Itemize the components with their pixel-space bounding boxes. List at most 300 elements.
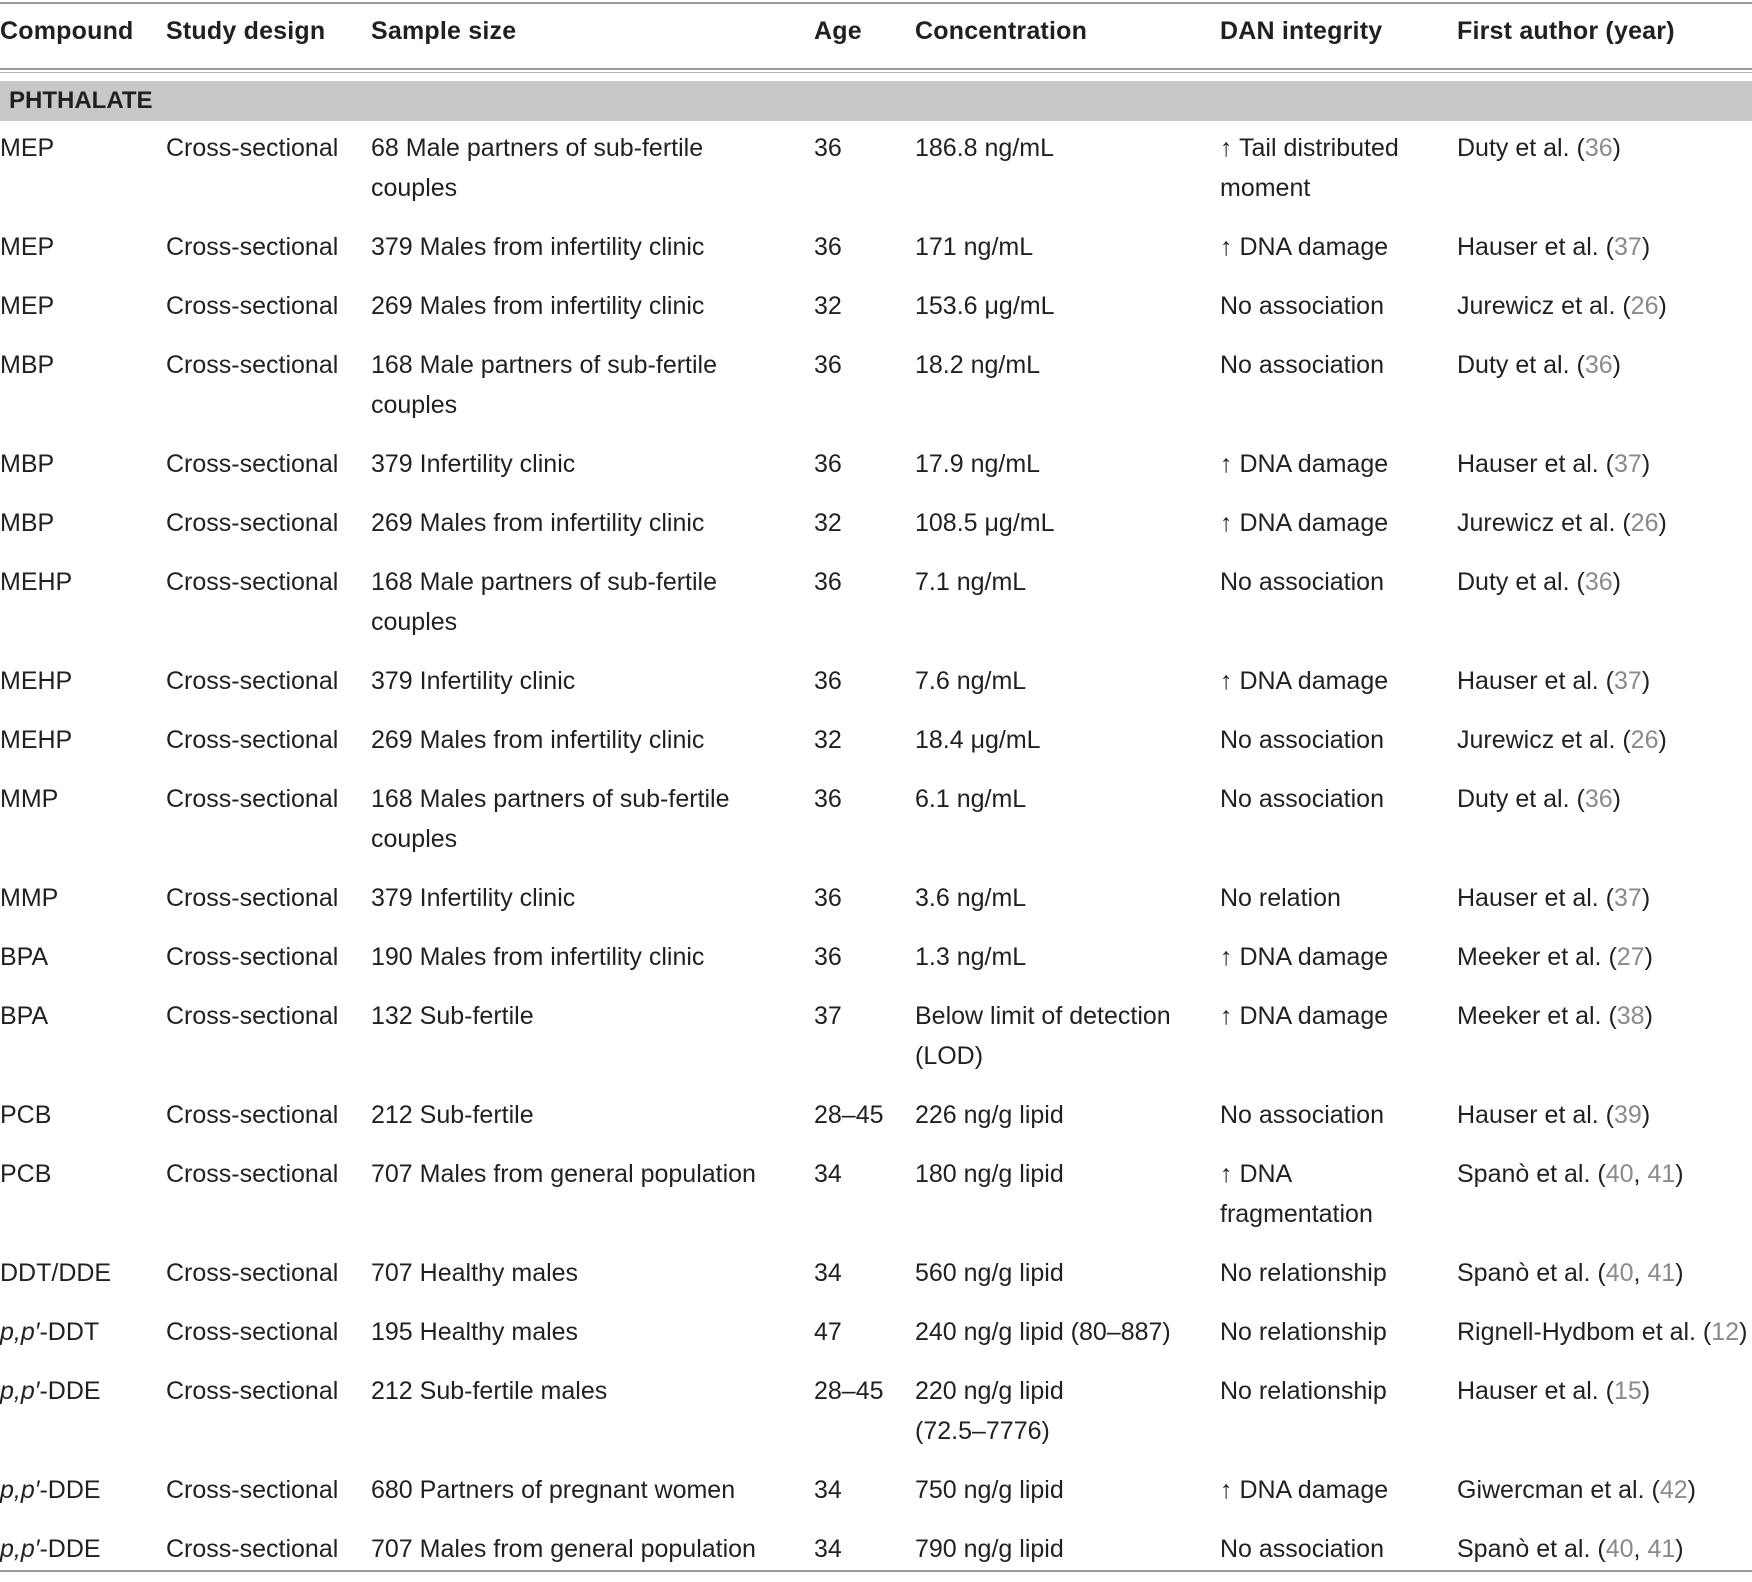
compound-prefix: p,p′ bbox=[0, 1476, 40, 1504]
table-row bbox=[0, 438, 1752, 497]
sample-line: 379 Infertility clinic bbox=[371, 450, 576, 478]
cell-sample-size bbox=[371, 1095, 534, 1135]
dan-line: No relationship bbox=[1220, 1318, 1387, 1346]
reference-link[interactable]: 38 bbox=[1616, 1002, 1645, 1030]
dan-line: No relationship bbox=[1220, 1259, 1387, 1287]
author-close: ) bbox=[1641, 884, 1651, 912]
cell-dan-integrity bbox=[1220, 444, 1388, 484]
cell-study-design: Cross-sectional bbox=[166, 1535, 339, 1563]
sample-line: 168 Male partners of sub-fertile bbox=[371, 568, 718, 596]
cell-study-design: Cross-sectional bbox=[166, 1476, 339, 1504]
compound-name: MMP bbox=[0, 785, 59, 813]
author-name: Meeker et al. ( bbox=[1457, 1002, 1617, 1030]
author-name: Hauser et al. ( bbox=[1457, 1101, 1615, 1129]
table-row bbox=[0, 122, 1752, 221]
reference-link[interactable]: 42 bbox=[1659, 1476, 1688, 1504]
sample-line: couples bbox=[371, 174, 458, 202]
sample-line: couples bbox=[371, 391, 458, 419]
dan-line: No association bbox=[1220, 785, 1384, 813]
compound-name: BPA bbox=[0, 943, 49, 971]
compound-name: DDT/DDE bbox=[0, 1259, 112, 1287]
compound-name: MEP bbox=[0, 134, 55, 162]
cell-study-design: Cross-sectional bbox=[166, 233, 339, 261]
compound-name: MEP bbox=[0, 233, 55, 261]
cell-age: 32 bbox=[814, 726, 842, 754]
cell-compound bbox=[0, 996, 48, 1036]
reference-link[interactable]: 40 bbox=[1605, 1259, 1634, 1287]
reference-link[interactable]: 40 bbox=[1605, 1160, 1634, 1188]
cell-first-author bbox=[1457, 661, 1650, 701]
cell-study-design: Cross-sectional bbox=[166, 726, 339, 754]
cell-age: 34 bbox=[814, 1160, 842, 1188]
cell-sample-size bbox=[371, 661, 575, 701]
cell-study-design: Cross-sectional bbox=[166, 509, 339, 537]
author-name: Duty et al. ( bbox=[1457, 351, 1585, 379]
cell-sample-size bbox=[371, 227, 704, 267]
table-row bbox=[0, 556, 1752, 655]
author-name: Duty et al. ( bbox=[1457, 785, 1585, 813]
reference-link[interactable]: 41 bbox=[1647, 1160, 1676, 1188]
cell-first-author bbox=[1457, 996, 1653, 1036]
cell-sample-size bbox=[371, 996, 534, 1036]
cell-concentration bbox=[915, 345, 1040, 385]
dan-line: ↑ DNA bbox=[1220, 1160, 1293, 1188]
cell-sample-size bbox=[371, 1529, 756, 1569]
cell-first-author bbox=[1457, 1470, 1696, 1510]
cell-study-design: Cross-sectional bbox=[166, 292, 339, 320]
cell-age: 36 bbox=[814, 351, 842, 379]
concentration-line: 153.6 μg/mL bbox=[915, 292, 1055, 320]
cell-sample-size bbox=[371, 878, 575, 918]
cell-dan-integrity bbox=[1220, 286, 1384, 326]
author-close: ) bbox=[1658, 726, 1667, 754]
reference-link[interactable]: 26 bbox=[1630, 292, 1659, 320]
compound-name: -DDE bbox=[39, 1377, 101, 1405]
cell-age: 36 bbox=[814, 134, 842, 162]
cell-first-author bbox=[1457, 227, 1650, 267]
author-name: Hauser et al. ( bbox=[1457, 884, 1615, 912]
concentration-line: 6.1 ng/mL bbox=[915, 785, 1027, 813]
sample-line: 212 Sub-fertile bbox=[371, 1101, 534, 1129]
concentration-line: 790 ng/g lipid bbox=[915, 1535, 1064, 1563]
dan-line: No relation bbox=[1220, 884, 1341, 912]
dan-line: ↑ DNA damage bbox=[1220, 1002, 1389, 1030]
cell-first-author bbox=[1457, 286, 1667, 326]
compound-name: -DDE bbox=[39, 1535, 101, 1563]
compound-name: PCB bbox=[0, 1160, 52, 1188]
author-close: ) bbox=[1658, 292, 1667, 320]
author-close: ) bbox=[1641, 667, 1651, 695]
cell-sample-size bbox=[371, 937, 704, 977]
cell-sample-size bbox=[371, 562, 717, 642]
concentration-line: 240 ng/g lipid (80–887) bbox=[915, 1318, 1171, 1346]
dan-line: fragmentation bbox=[1220, 1200, 1373, 1228]
reference-link[interactable]: 37 bbox=[1614, 884, 1642, 912]
compound-name: PCB bbox=[0, 1101, 52, 1129]
cell-sample-size bbox=[371, 779, 730, 859]
cell-compound bbox=[0, 345, 54, 385]
dan-line: No association bbox=[1220, 568, 1384, 596]
table-row bbox=[0, 1148, 1752, 1247]
cell-compound bbox=[0, 128, 54, 168]
author-name: Meeker et al. ( bbox=[1457, 943, 1617, 971]
dan-line: No association bbox=[1220, 351, 1384, 379]
cell-first-author bbox=[1457, 1154, 1684, 1194]
cell-dan-integrity bbox=[1220, 128, 1399, 208]
cell-concentration bbox=[915, 503, 1055, 543]
cell-compound bbox=[0, 562, 72, 602]
author-name: Spanò et al. ( bbox=[1457, 1535, 1606, 1563]
cell-dan-integrity bbox=[1220, 1529, 1384, 1569]
concentration-line: 3.6 ng/mL bbox=[915, 884, 1027, 912]
compound-name: BPA bbox=[0, 1002, 49, 1030]
cell-age: 36 bbox=[814, 233, 842, 261]
author-name: Giwercman et al. ( bbox=[1457, 1476, 1660, 1504]
sample-line: couples bbox=[371, 825, 458, 853]
cell-dan-integrity bbox=[1220, 562, 1384, 602]
sample-line: 379 Infertility clinic bbox=[371, 884, 576, 912]
table-row bbox=[0, 655, 1752, 714]
author-close: ) bbox=[1612, 351, 1621, 379]
concentration-line: 226 ng/g lipid bbox=[915, 1101, 1064, 1129]
cell-first-author bbox=[1457, 562, 1621, 602]
author-name: Spanò et al. ( bbox=[1457, 1259, 1606, 1287]
cell-age: 47 bbox=[814, 1318, 842, 1346]
cell-compound bbox=[0, 779, 58, 819]
cell-sample-size bbox=[371, 444, 575, 484]
concentration-line: 18.4 μg/mL bbox=[915, 726, 1041, 754]
cell-compound bbox=[0, 286, 54, 326]
reference-link[interactable]: 36 bbox=[1584, 134, 1613, 162]
cell-study-design: Cross-sectional bbox=[166, 785, 339, 813]
compound-name: MBP bbox=[0, 351, 55, 379]
table-row bbox=[0, 221, 1752, 280]
concentration-line: 171 ng/mL bbox=[915, 233, 1034, 261]
cell-dan-integrity bbox=[1220, 996, 1388, 1036]
reference-link[interactable]: 26 bbox=[1630, 509, 1659, 537]
compound-name: MBP bbox=[0, 509, 55, 537]
cell-sample-size bbox=[371, 1371, 607, 1411]
reference-link[interactable]: 36 bbox=[1584, 785, 1613, 813]
cell-age: 28–45 bbox=[814, 1377, 884, 1405]
sample-line: 707 Healthy males bbox=[371, 1259, 579, 1287]
header-compound: Compound bbox=[0, 17, 134, 45]
sample-line: 707 Males from general population bbox=[371, 1160, 756, 1188]
author-close: ) bbox=[1641, 1101, 1651, 1129]
concentration-line: 18.2 ng/mL bbox=[915, 351, 1041, 379]
cell-study-design: Cross-sectional bbox=[166, 1318, 339, 1346]
dan-line: ↑ DNA damage bbox=[1220, 233, 1389, 261]
cell-study-design: Cross-sectional bbox=[166, 1002, 339, 1030]
compound-prefix: p,p′ bbox=[0, 1377, 40, 1405]
concentration-line: 108.5 μg/mL bbox=[915, 509, 1055, 537]
cell-first-author bbox=[1457, 444, 1650, 484]
cell-study-design: Cross-sectional bbox=[166, 884, 339, 912]
author-close: ) bbox=[1641, 233, 1651, 261]
section-band bbox=[0, 81, 1752, 121]
cell-compound bbox=[0, 1371, 101, 1411]
cell-sample-size bbox=[371, 720, 704, 760]
concentration-line: 180 ng/g lipid bbox=[915, 1160, 1064, 1188]
cell-study-design: Cross-sectional bbox=[166, 351, 339, 379]
cell-dan-integrity bbox=[1220, 1371, 1387, 1411]
table-row bbox=[0, 339, 1752, 438]
author-name: Spanò et al. ( bbox=[1457, 1160, 1606, 1188]
table-row bbox=[0, 1247, 1752, 1306]
table-row bbox=[0, 1523, 1752, 1582]
cell-study-design: Cross-sectional bbox=[166, 1377, 339, 1405]
cell-compound bbox=[0, 1312, 99, 1352]
sample-line: 68 Male partners of sub-fertile bbox=[371, 134, 704, 162]
cell-concentration bbox=[915, 1470, 1064, 1510]
cell-dan-integrity bbox=[1220, 1253, 1387, 1293]
cell-concentration bbox=[915, 562, 1026, 602]
table-row bbox=[0, 497, 1752, 556]
cell-compound bbox=[0, 937, 48, 977]
sample-line: 195 Healthy males bbox=[371, 1318, 579, 1346]
cell-dan-integrity bbox=[1220, 1470, 1388, 1510]
cell-first-author bbox=[1457, 720, 1667, 760]
reference-link[interactable]: 36 bbox=[1584, 568, 1613, 596]
cell-sample-size bbox=[371, 503, 704, 543]
cell-compound bbox=[0, 1253, 111, 1293]
concentration-line: 220 ng/g lipid bbox=[915, 1377, 1064, 1405]
author-close: ) bbox=[1644, 1002, 1653, 1030]
sample-line: 168 Males partners of sub-fertile bbox=[371, 785, 730, 813]
cell-compound bbox=[0, 661, 72, 701]
reference-link[interactable]: 12 bbox=[1711, 1318, 1740, 1346]
cell-sample-size bbox=[371, 1470, 735, 1510]
sample-line: 379 Males from infertility clinic bbox=[371, 233, 705, 261]
author-name: Hauser et al. ( bbox=[1457, 667, 1615, 695]
header-concentration: Concentration bbox=[915, 17, 1088, 45]
reference-link[interactable]: 37 bbox=[1614, 450, 1642, 478]
cell-compound bbox=[0, 720, 72, 760]
sample-line: 190 Males from infertility clinic bbox=[371, 943, 705, 971]
header-dan-integrity: DAN integrity bbox=[1220, 17, 1383, 45]
cell-age: 36 bbox=[814, 884, 842, 912]
reference-link[interactable]: 37 bbox=[1614, 233, 1642, 261]
section-label: PHTHALATE bbox=[9, 87, 153, 114]
dan-line: No association bbox=[1220, 726, 1384, 754]
author-close: ) bbox=[1687, 1476, 1696, 1504]
cell-compound bbox=[0, 503, 54, 543]
cell-age: 32 bbox=[814, 292, 842, 320]
reference-link[interactable]: 39 bbox=[1614, 1101, 1642, 1129]
cell-study-design: Cross-sectional bbox=[166, 568, 339, 596]
cell-study-design: Cross-sectional bbox=[166, 1160, 339, 1188]
cell-age: 36 bbox=[814, 943, 842, 971]
author-close: ) bbox=[1644, 943, 1653, 971]
cell-sample-size bbox=[371, 286, 704, 326]
cell-sample-size bbox=[371, 128, 703, 208]
header-rule-thin bbox=[0, 72, 1752, 73]
cell-compound bbox=[0, 1095, 51, 1135]
dan-line: No relationship bbox=[1220, 1377, 1387, 1405]
concentration-line: 560 ng/g lipid bbox=[915, 1259, 1064, 1287]
dan-line: No association bbox=[1220, 292, 1384, 320]
sample-line: 707 Males from general population bbox=[371, 1535, 756, 1563]
cell-sample-size bbox=[371, 1253, 578, 1293]
cell-concentration bbox=[915, 996, 1171, 1076]
author-close: ) bbox=[1612, 134, 1621, 162]
compound-name: MBP bbox=[0, 450, 55, 478]
compound-name: MEHP bbox=[0, 726, 73, 754]
cell-dan-integrity bbox=[1220, 937, 1388, 977]
table-row bbox=[0, 280, 1752, 339]
cell-concentration bbox=[915, 1154, 1064, 1194]
cell-study-design: Cross-sectional bbox=[166, 1259, 339, 1287]
cell-first-author bbox=[1457, 1371, 1650, 1411]
cell-compound bbox=[0, 1154, 51, 1194]
cell-first-author bbox=[1457, 1095, 1650, 1135]
table-row bbox=[0, 872, 1752, 931]
compound-name: -DDE bbox=[39, 1476, 101, 1504]
cell-concentration bbox=[915, 1371, 1064, 1451]
author-close: ) bbox=[1675, 1535, 1684, 1563]
cell-first-author bbox=[1457, 878, 1650, 918]
concentration-line: 7.1 ng/mL bbox=[915, 568, 1027, 596]
cell-study-design: Cross-sectional bbox=[166, 943, 339, 971]
cell-age: 36 bbox=[814, 785, 842, 813]
ref-separator: , bbox=[1633, 1259, 1648, 1287]
cell-study-design: Cross-sectional bbox=[166, 1101, 339, 1129]
cell-dan-integrity bbox=[1220, 661, 1388, 701]
table-row bbox=[0, 1365, 1752, 1464]
sample-line: couples bbox=[371, 608, 458, 636]
cell-age: 37 bbox=[814, 1002, 842, 1030]
dan-line: moment bbox=[1220, 174, 1311, 202]
dan-line: No association bbox=[1220, 1101, 1384, 1129]
cell-dan-integrity bbox=[1220, 503, 1388, 543]
dan-line: ↑ DNA damage bbox=[1220, 943, 1389, 971]
compound-prefix: p,p′ bbox=[0, 1535, 40, 1563]
cell-age: 34 bbox=[814, 1259, 842, 1287]
cell-first-author bbox=[1457, 937, 1653, 977]
cell-compound bbox=[0, 1470, 101, 1510]
sample-line: 269 Males from infertility clinic bbox=[371, 292, 705, 320]
author-name: Hauser et al. ( bbox=[1457, 233, 1615, 261]
cell-sample-size bbox=[371, 1312, 578, 1352]
reference-link[interactable]: 36 bbox=[1584, 351, 1613, 379]
cell-age: 36 bbox=[814, 667, 842, 695]
header-rule bbox=[0, 68, 1752, 70]
concentration-line: 750 ng/g lipid bbox=[915, 1476, 1064, 1504]
author-close: ) bbox=[1641, 450, 1651, 478]
dan-line: ↑ DNA damage bbox=[1220, 667, 1389, 695]
cell-sample-size bbox=[371, 1154, 756, 1194]
sample-line: 132 Sub-fertile bbox=[371, 1002, 534, 1030]
cell-dan-integrity bbox=[1220, 345, 1384, 385]
concentration-line: 186.8 ng/mL bbox=[915, 134, 1054, 162]
author-close: ) bbox=[1675, 1160, 1684, 1188]
header-study-design: Study design bbox=[166, 17, 326, 45]
cell-concentration bbox=[915, 661, 1026, 701]
concentration-line: Below limit of detection bbox=[915, 1002, 1171, 1030]
author-close: ) bbox=[1641, 1377, 1651, 1405]
author-close: ) bbox=[1612, 568, 1621, 596]
table-body bbox=[0, 122, 1752, 1582]
reference-link[interactable]: 26 bbox=[1630, 726, 1659, 754]
table-row bbox=[0, 1464, 1752, 1523]
author-close: ) bbox=[1739, 1318, 1748, 1346]
ref-separator: , bbox=[1633, 1160, 1648, 1188]
table-header bbox=[0, 0, 1752, 68]
cell-concentration bbox=[915, 1253, 1064, 1293]
cell-first-author bbox=[1457, 503, 1667, 543]
cell-sample-size bbox=[371, 345, 717, 425]
sample-line: 680 Partners of pregnant women bbox=[371, 1476, 736, 1504]
cell-concentration bbox=[915, 286, 1055, 326]
cell-dan-integrity bbox=[1220, 720, 1384, 760]
compound-name: MEP bbox=[0, 292, 55, 320]
cell-dan-integrity bbox=[1220, 878, 1341, 918]
reference-link[interactable]: 15 bbox=[1614, 1377, 1642, 1405]
cell-concentration bbox=[915, 779, 1026, 819]
header-first-author: First author (year) bbox=[1457, 17, 1675, 45]
cell-age: 36 bbox=[814, 568, 842, 596]
header-sample-size: Sample size bbox=[371, 17, 517, 45]
cell-concentration bbox=[915, 1095, 1064, 1135]
sample-line: 212 Sub-fertile males bbox=[371, 1377, 608, 1405]
author-name: Rignell-Hydbom et al. ( bbox=[1457, 1318, 1712, 1346]
cell-dan-integrity bbox=[1220, 1312, 1387, 1352]
cell-first-author bbox=[1457, 1253, 1684, 1293]
table-row bbox=[0, 931, 1752, 990]
sample-line: 269 Males from infertility clinic bbox=[371, 726, 705, 754]
dan-line: No association bbox=[1220, 1535, 1384, 1563]
concentration-line: 17.9 ng/mL bbox=[915, 450, 1041, 478]
author-name: Duty et al. ( bbox=[1457, 568, 1585, 596]
cell-concentration bbox=[915, 720, 1041, 760]
reference-link[interactable]: 40 bbox=[1605, 1535, 1634, 1563]
author-name: Hauser et al. ( bbox=[1457, 450, 1615, 478]
sample-line: 379 Infertility clinic bbox=[371, 667, 576, 695]
compound-name: MEHP bbox=[0, 667, 73, 695]
reference-link[interactable]: 37 bbox=[1614, 667, 1642, 695]
author-name: Duty et al. ( bbox=[1457, 134, 1585, 162]
cell-first-author bbox=[1457, 128, 1621, 168]
compound-name: MEHP bbox=[0, 568, 73, 596]
compound-name: MMP bbox=[0, 884, 59, 912]
concentration-line: (72.5–7776) bbox=[915, 1417, 1050, 1445]
reference-link[interactable]: 27 bbox=[1616, 943, 1645, 971]
concentration-line: 7.6 ng/mL bbox=[915, 667, 1027, 695]
concentration-line: 1.3 ng/mL bbox=[915, 943, 1027, 971]
compound-prefix: p,p′ bbox=[0, 1318, 40, 1346]
reference-link[interactable]: 41 bbox=[1647, 1259, 1676, 1287]
author-close: ) bbox=[1612, 785, 1621, 813]
cell-age: 34 bbox=[814, 1535, 842, 1563]
table-row bbox=[0, 773, 1752, 872]
cell-concentration bbox=[915, 937, 1026, 977]
cell-concentration bbox=[915, 1312, 1171, 1352]
cell-age: 34 bbox=[814, 1476, 842, 1504]
table-row bbox=[0, 1306, 1752, 1365]
cell-first-author bbox=[1457, 1312, 1747, 1352]
table-row bbox=[0, 990, 1752, 1089]
dan-line: ↑ DNA damage bbox=[1220, 450, 1389, 478]
cell-dan-integrity bbox=[1220, 1095, 1384, 1135]
table-row bbox=[0, 1089, 1752, 1148]
dan-line: ↑ Tail distributed bbox=[1220, 134, 1399, 162]
author-name: Jurewicz et al. ( bbox=[1457, 292, 1631, 320]
cell-concentration bbox=[915, 878, 1026, 918]
cell-compound bbox=[0, 878, 58, 918]
reference-link[interactable]: 41 bbox=[1647, 1535, 1676, 1563]
header-age: Age bbox=[814, 17, 862, 45]
cell-dan-integrity bbox=[1220, 227, 1388, 267]
